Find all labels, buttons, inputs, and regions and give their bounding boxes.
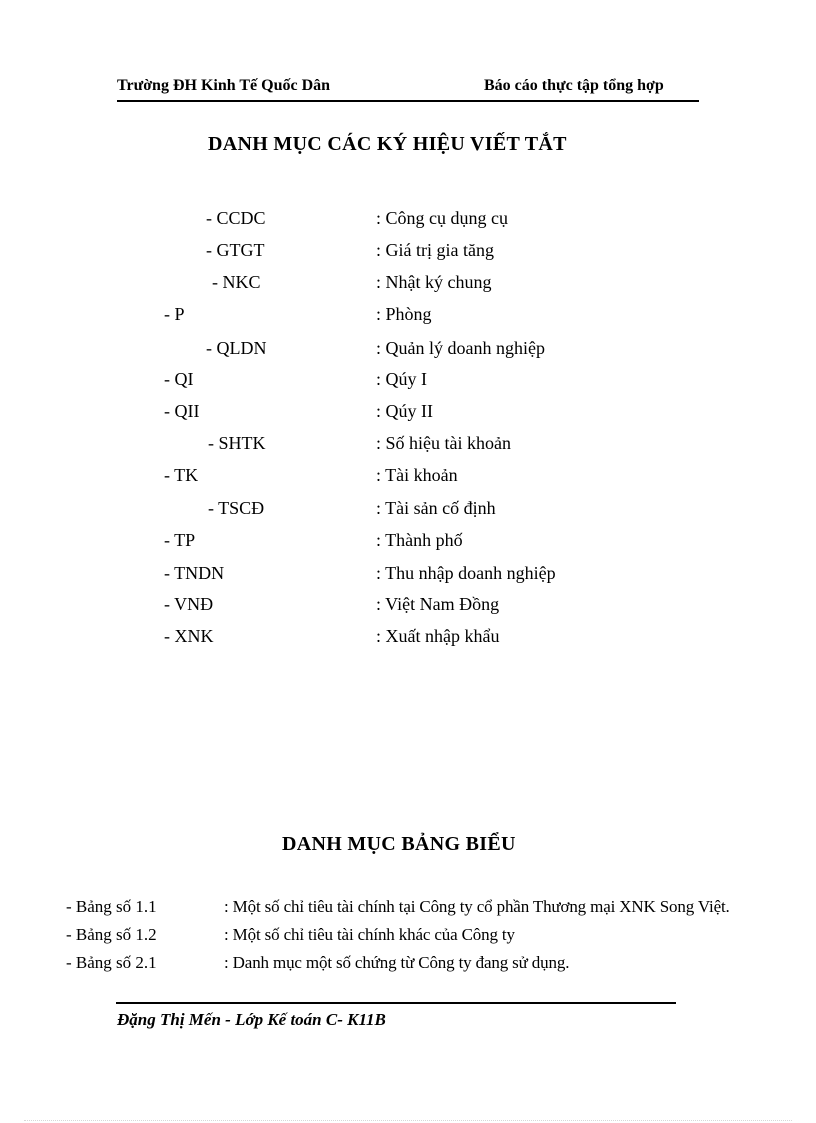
abbreviation-term: - TK (164, 465, 199, 485)
footer-divider (116, 1002, 676, 1004)
abbreviation-term: - QI (164, 369, 194, 389)
abbreviation-definition: : Công cụ dụng cụ (376, 208, 508, 228)
abbreviation-term: - VNĐ (164, 594, 214, 614)
abbreviation-definition: : Thu nhập doanh nghiệp (376, 563, 556, 583)
abbreviation-definition: : Qúy II (376, 401, 433, 421)
page-header (117, 74, 699, 102)
abbreviation-definition: : Giá trị gia tăng (376, 240, 494, 260)
abbreviation-definition: : Việt Nam Đồng (376, 594, 500, 614)
abbreviation-term: - GTGT (206, 240, 265, 260)
table-number: - Bảng số 1.1 (66, 897, 157, 916)
abbreviation-definition: : Tài khoản (376, 465, 458, 485)
table-description: : Danh mục một số chứng từ Công ty đang sử dụng. (224, 953, 570, 972)
page-bottom-border (24, 1120, 792, 1121)
abbreviation-term: - QLDN (206, 338, 267, 358)
abbreviation-term: - NKC (212, 272, 261, 292)
header-school-name: Trường ĐH Kinh Tế Quốc Dân (117, 77, 331, 94)
abbreviation-definition: : Phòng (376, 304, 432, 324)
table-description: : Một số chỉ tiêu tài chính tại Công ty cổ phần Thương mại XNK Song Việt. (224, 897, 730, 916)
abbreviation-term: - XNK (164, 626, 214, 646)
footer-author: Đặng Thị Mến - Lớp Kế toán C- K11B (117, 1010, 386, 1029)
abbreviation-term: - TNDN (164, 563, 225, 583)
abbreviation-definition: : Tài sản cố định (376, 498, 496, 518)
tables-title: DANH MỤC BẢNG BIỂU (282, 833, 516, 855)
table-description: : Một số chỉ tiêu tài chính khác của Công ty (224, 925, 515, 944)
abbreviation-definition: : Nhật ký chung (376, 272, 492, 292)
abbreviation-definition: : Quản lý doanh nghiệp (376, 338, 545, 358)
abbreviation-definition: : Thành phố (376, 530, 463, 550)
header-report-title: Báo cáo thực tập tổng hợp (484, 77, 664, 94)
table-number: - Bảng số 2.1 (66, 953, 157, 972)
abbreviation-term: - TSCĐ (208, 498, 265, 518)
abbreviation-term: - P (164, 304, 185, 324)
abbreviations-title: DANH MỤC CÁC KÝ HIỆU VIẾT TẮT (208, 133, 567, 155)
abbreviation-definition: : Số hiệu tài khoản (376, 433, 511, 453)
abbreviation-definition: : Xuất nhập khẩu (376, 626, 500, 646)
table-number: - Bảng số 1.2 (66, 925, 157, 944)
abbreviation-term: - CCDC (206, 208, 266, 228)
abbreviation-term: - TP (164, 530, 196, 550)
abbreviation-term: - SHTK (208, 433, 266, 453)
abbreviation-definition: : Qúy I (376, 369, 427, 389)
abbreviation-term: - QII (164, 401, 200, 421)
